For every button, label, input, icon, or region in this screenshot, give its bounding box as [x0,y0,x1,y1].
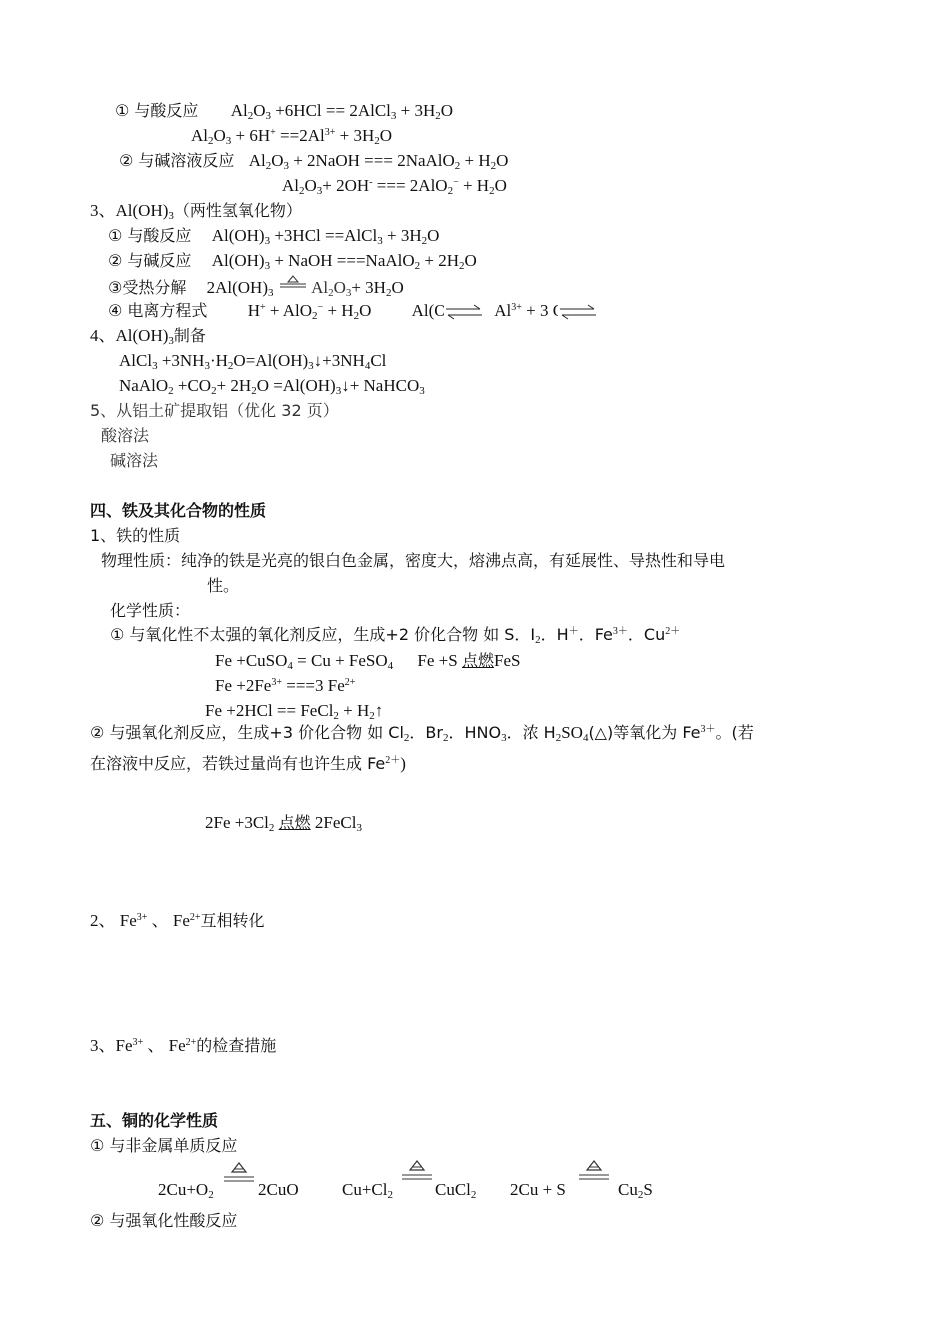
iron-eq-cl2: $2Fe +3Cl_2$ 点燃 2FeCl$_3$ [205,813,362,834]
iron-detection-heading: 3、$Fe^{3+}$ 、 $Fe^{2+}$的检查措施 [90,1036,277,1055]
copper-eq-o2-product: 2CuO [258,1180,299,1199]
bauxite-heading: 5、从铝土矿提取铝（优化 32 页） [90,401,339,420]
iron-eq-fe3: $Fe +2Fe^{3+} ===3$ $Fe^{2+}$ [215,676,356,695]
iron-strong-oxidizer-line: ② 与强氧化剂反应，生成+3 价化合物 如 $Cl_2$．$Br_2$．$HNO_3$．浓 $H_2SO_4(\triangle)$等氧化为 $Fe^{3+}$。(若 [90,723,754,744]
equilibrium-arrow-icon [444,304,484,320]
heat-arrow-icon [278,275,308,289]
equilibrium-arrow-icon [558,304,598,320]
bauxite-acid-method: 酸溶法 [101,426,150,445]
iron-physical-props: 物理性质：纯净的铁是光亮的银白色金属，密度大，熔沸点高，有延展性、导热性和导电 [101,551,726,570]
aloh3-acid-line: ① 与酸反应 $Al(OH)_3 +3HCl$ ==AlCl$_3$ + $3H_2O$ [108,226,440,247]
al2o3-base-eq1: $Al_2O_3$ + 2NaOH === 2NaAlO$_2$ + $H_2O$ [248,151,509,172]
al2o3-acid-eq1: $Al_2O_3 +6HCl$ == 2AlCl$_3$ + $3H_2O$ [230,101,454,122]
copper-eq-o2: $2Cu+O_2$ [158,1180,214,1201]
bauxite-base-method: 碱溶法 [110,451,159,470]
al2o3-base-ionic-eq: $Al_2O_3+ 2OH^-$ === $2AlO_2^- + H_2O$ [282,176,507,197]
prep-heading: 4、$Al(OH)_3$制备 [90,326,206,347]
iron-eq-hcl: Fe +2HCl == FeCl$_2$ + $H_2↑$ [205,701,384,722]
copper-eq-cl2-product: CuCl$_2$ [435,1180,477,1201]
copper-acid-heading: ② 与强氧化性酸反应 [90,1211,238,1230]
prep-eq2: NaAlO$_2$ $+CO_2+ 2H_2O$ $=Al(OH)_3↓+$ NaHCO$_3$ [119,376,425,397]
copper-section-title: 五、铜的化学性质 [90,1111,219,1130]
aloh3-heat-line: ③受热分解 $2Al(OH)_3$ $Al_2O_3+ 3H_2O$ [108,275,404,299]
iron-section-title: 四、铁及其化合物的性质 [90,501,267,520]
iron-properties-heading: 1、铁的性质 [90,526,181,545]
al2o3-base-line: ② 与碱溶液反应 $Al_2O_3$ + 2NaOH === 2NaAlO$_2$ + $H_2O$ [119,151,509,172]
copper-eq-s: 2Cu + S [510,1180,566,1199]
iron-eq-cuso4: Fe +CuSO$_4$ = Cu + FeSO$_4$ Fe +S 点燃FeS [215,651,521,672]
aloh3-ionization-line: ④ 电离方程式 $H^+ + AlO_2^- + H_2O$ $Al(OH)_3$ $Al^{3+} + 3$ OH− [108,300,583,322]
iron-physical-props-cont: 性。 [207,576,240,595]
iron-conversion-heading: 2、 $Fe^{3+}$ 、 $Fe^{2+}$互相转化 [90,911,265,930]
iron-chemical-label: 化学性质： [110,601,191,620]
aloh3-heading: 3、$Al(OH)_3$（两性氢氧化物） [90,201,302,222]
heat-arrow-icon [222,1160,256,1186]
heat-arrow-icon [400,1158,434,1184]
aloh3-base-line: ② 与碱反应 $Al(OH)_3$ + NaOH ===NaAlO$_2$ + $2H_2O$ [108,251,477,272]
iron-strong-oxidizer-cont: 在溶液中反应，若铁过量尚有也许生成 $Fe^{2+}$) [90,754,406,773]
prep-eq1: AlCl$_3$ $+3NH_3\cdot H_2O=Al(OH)_3↓+3NH_4Cl$ [119,351,387,372]
al2o3-acid-ionic-eq: $Al_2O_3 + 6H^+ ==2Al^{3+} + 3H_2O$ [191,126,393,147]
copper-nonmetal-heading: ① 与非金属单质反应 [90,1136,238,1155]
copper-eq-s-product: $Cu_2S$ [618,1180,653,1201]
al2o3-acid-line: ① 与酸反应 $Al_2O_3 +6HCl$ == 2AlCl$_3$ + $3H_2O$ [115,101,454,122]
iron-weak-oxidizer-line: ① 与氧化性不太强的氧化剂反应，生成+2 价化合物 如 S．$I_2$．H＋．$Fe^{3+}$．$Cu^{2+}$ [110,625,681,646]
heat-arrow-icon [577,1158,611,1184]
copper-eq-cl2: $Cu+Cl_2$ [342,1180,393,1201]
